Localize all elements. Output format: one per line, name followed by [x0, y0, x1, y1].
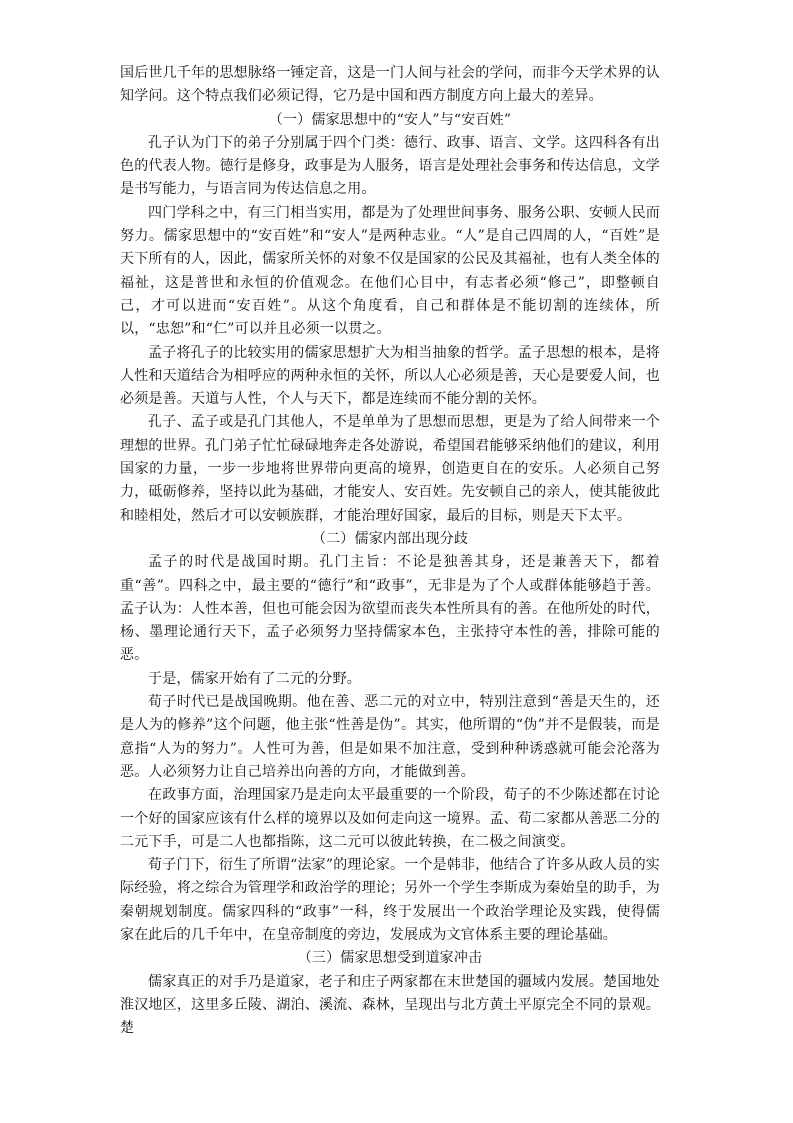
paragraph: 于是，儒家开始有了二元的分野。 [148, 670, 361, 687]
paragraph: 儒家真正的对手乃是道家，老子和庄子两家都在末世楚国的疆域内发展。楚国地处淮汉地区，这里多丘陵、湖泊、溪流、森林，呈现出与北方黄土平原完全不同的景观。楚 [120, 973, 660, 1037]
paragraph: 荀子时代已是战国晚期。他在善、恶二元的对立中，特别注意到“善是天生的，还是人为的修养”这个问题，他主张“性善是伪”。其实，他所谓的“伪”并不是假装，而是意指“人为的努力”。人性可为善，但是如果不加注意，受到种种诱惑就可能会沦落为恶。人必须努力让自己培养出向善的方向，才能做到善。 [120, 694, 660, 780]
document-page [120, 62, 660, 1040]
paragraph: 国后世几千年的思想脉络一锤定音，这是一门人间与社会的学问，而非今天学术界的认知学问。这个特点我们必须记得，它乃是中国和西方制度方向上最大的差异。 [120, 65, 660, 105]
paragraph: 在政事方面，治理国家乃是走向太平最重要的一个阶段，荀子的不少陈述都在讨论一个好的国家应该有什么样的境界以及如何走向这一境界。孟、荀二家都从善恶二分的二元下手，可是二人也都指陈，这二元可以彼此转换，在二极之间演变。 [120, 787, 660, 850]
section-heading: （一）儒家思想中的“安人”与“安百姓” [268, 111, 512, 128]
paragraph: 四门学科之中，有三门相当实用，都是为了处理世间事务、服务公职、安顿人民而努力。儒家思想中的“安百姓”和“安人”是两种志业。“人”是自己四周的人，“百姓”是天下所有的人，因此，儒家所关怀的对象不仅是国家的公民及其福祉，也有人类全体的福祉，这是普世和永恒的价值观念。在他们心目中，有志者必须“修己”，即整顿自己，才可以进而“安百姓”。从这个角度看，自己和群体是不能切割的连续体，所以，“忠恕”和“仁”可以并且必须一以贯之。 [120, 204, 660, 338]
paragraph: 荀子门下，衍生了所谓“法家”的理论家。一个是韩非，他结合了许多从政人员的实际经验，将之综合为管理学和政治学的理论；另外一个学生李斯成为秦始皇的助手，为秦朝规划制度。儒家四科的“政事”一科，终于发展出一个政治学理论及实践，使得儒家在此后的几千年中，在皇帝制度的旁边，发展成为文官体系主要的理论基础。 [120, 857, 660, 943]
paragraph: 孔子、孟子或是孔门其他人，不是单单为了思想而思想，更是为了给人间带来一个理想的世界。孔门弟子忙忙碌碌地奔走各处游说，希望国君能够采纳他们的建议，利用国家的力量，一步一步地将世界带向更高的境界，创造更自在的安乐。人必须自己努力，砥砺修养，坚持以此为基础，才能安人、安百姓。先安顿自己的亲人，使其能彼此和睦相处，然后才可以安顿族群，才能治理好国家，最后的目标，则是天下太平。 [120, 414, 660, 524]
section-heading: （二）儒家内部出现分歧 [311, 530, 469, 547]
paragraph: 孔子认为门下的弟子分别属于四个门类：德行、政事、语言、文学。这四科各有出色的代表人物。德行是修身，政事是为人服务，语言是处理社会事务和传达信息，文学是书写能力，与语言同为传达信息之用。 [120, 134, 660, 198]
paragraph: 孟子的时代是战国时期。孔门主旨：不论是独善其身，还是兼善天下，都着重“善”。四科之中，最主要的“德行”和“政事”，无非是为了个人或群体能够趋于善。孟子认为：人性本善，但也可能会因为欲望而丧失本性所具有的善。在他所处的时代，杨、墨理论通行天下，孟子必须努力坚持儒家本色，主张持守本性的善，排除可能的恶。 [120, 554, 660, 664]
paragraph: 孟子将孔子的比较实用的儒家思想扩大为相当抽象的哲学。孟子思想的根本，是将人性和天道结合为相呼应的两种永恒的关怀，所以人心必须是善，天心是要爱人间，也必须是善。天道与人性，个人与天下，都是连续而不能分割的关怀。 [120, 344, 660, 408]
section-heading: （三）儒家思想受到道家冲击 [297, 950, 483, 967]
